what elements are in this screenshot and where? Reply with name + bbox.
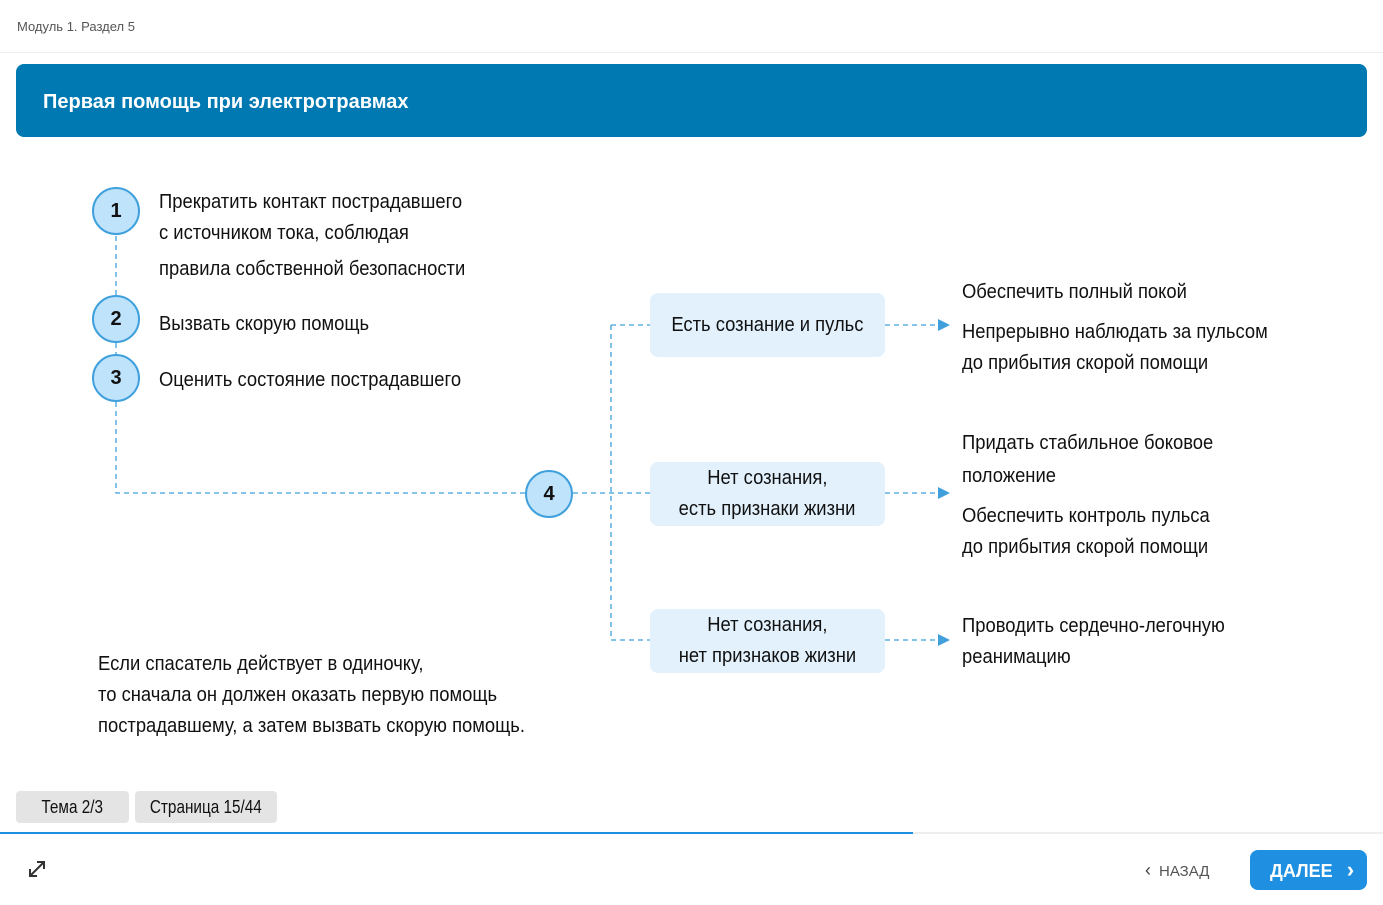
actions-3: Проводить сердечно-легочную реанимацию [962, 615, 1225, 668]
condition-box-3: Нет сознания, нет признаков жизни [650, 609, 885, 673]
page-title: Первая помощь при электротравмах [16, 64, 1367, 137]
condition-box-1: Есть сознание и пульс [650, 293, 885, 357]
next-button[interactable]: ДАЛЕЕ › [1250, 850, 1367, 890]
topic-counter: Тема 2/3 [16, 791, 129, 823]
note-text: Если спасатель действует в одиночку, то сначала он должен оказать первую помощь пострадавшему, а затем вызвать скорую помощь. [98, 653, 526, 737]
step-4-badge: 4 [525, 470, 573, 518]
breadcrumb: Модуль 1. Раздел 5 [17, 19, 135, 34]
actions-2: Придать стабильное боковое положение Обеспечить контроль пульса до прибытия скорой помощи [962, 432, 1214, 558]
step-1-text: Прекратить контакт пострадавшего с источником тока, соблюдая правила собственной безопасности [159, 191, 466, 280]
progress-fill [0, 832, 913, 834]
fullscreen-button[interactable] [26, 858, 48, 885]
page-counter: Страница 15/44 [135, 791, 277, 823]
chevron-left-icon: ‹ [1145, 860, 1151, 880]
step-1-badge: 1 [92, 187, 140, 235]
chevron-right-icon: › [1346, 857, 1355, 882]
progress-bar [0, 832, 1383, 834]
back-button[interactable]: ‹ НАЗАД [1145, 860, 1210, 880]
condition-box-2: Нет сознания, есть признаки жизни [650, 462, 885, 526]
step-2-text: Вызвать скорую помощь [159, 313, 370, 335]
actions-1: Обеспечить полный покой Непрерывно наблюдать за пульсом до прибытия скорой помощи [962, 281, 1268, 374]
step-2-badge: 2 [92, 295, 140, 343]
step-3-badge: 3 [92, 354, 140, 402]
step-3-text: Оценить состояние пострадавшего [159, 369, 462, 391]
expand-icon [26, 858, 48, 880]
